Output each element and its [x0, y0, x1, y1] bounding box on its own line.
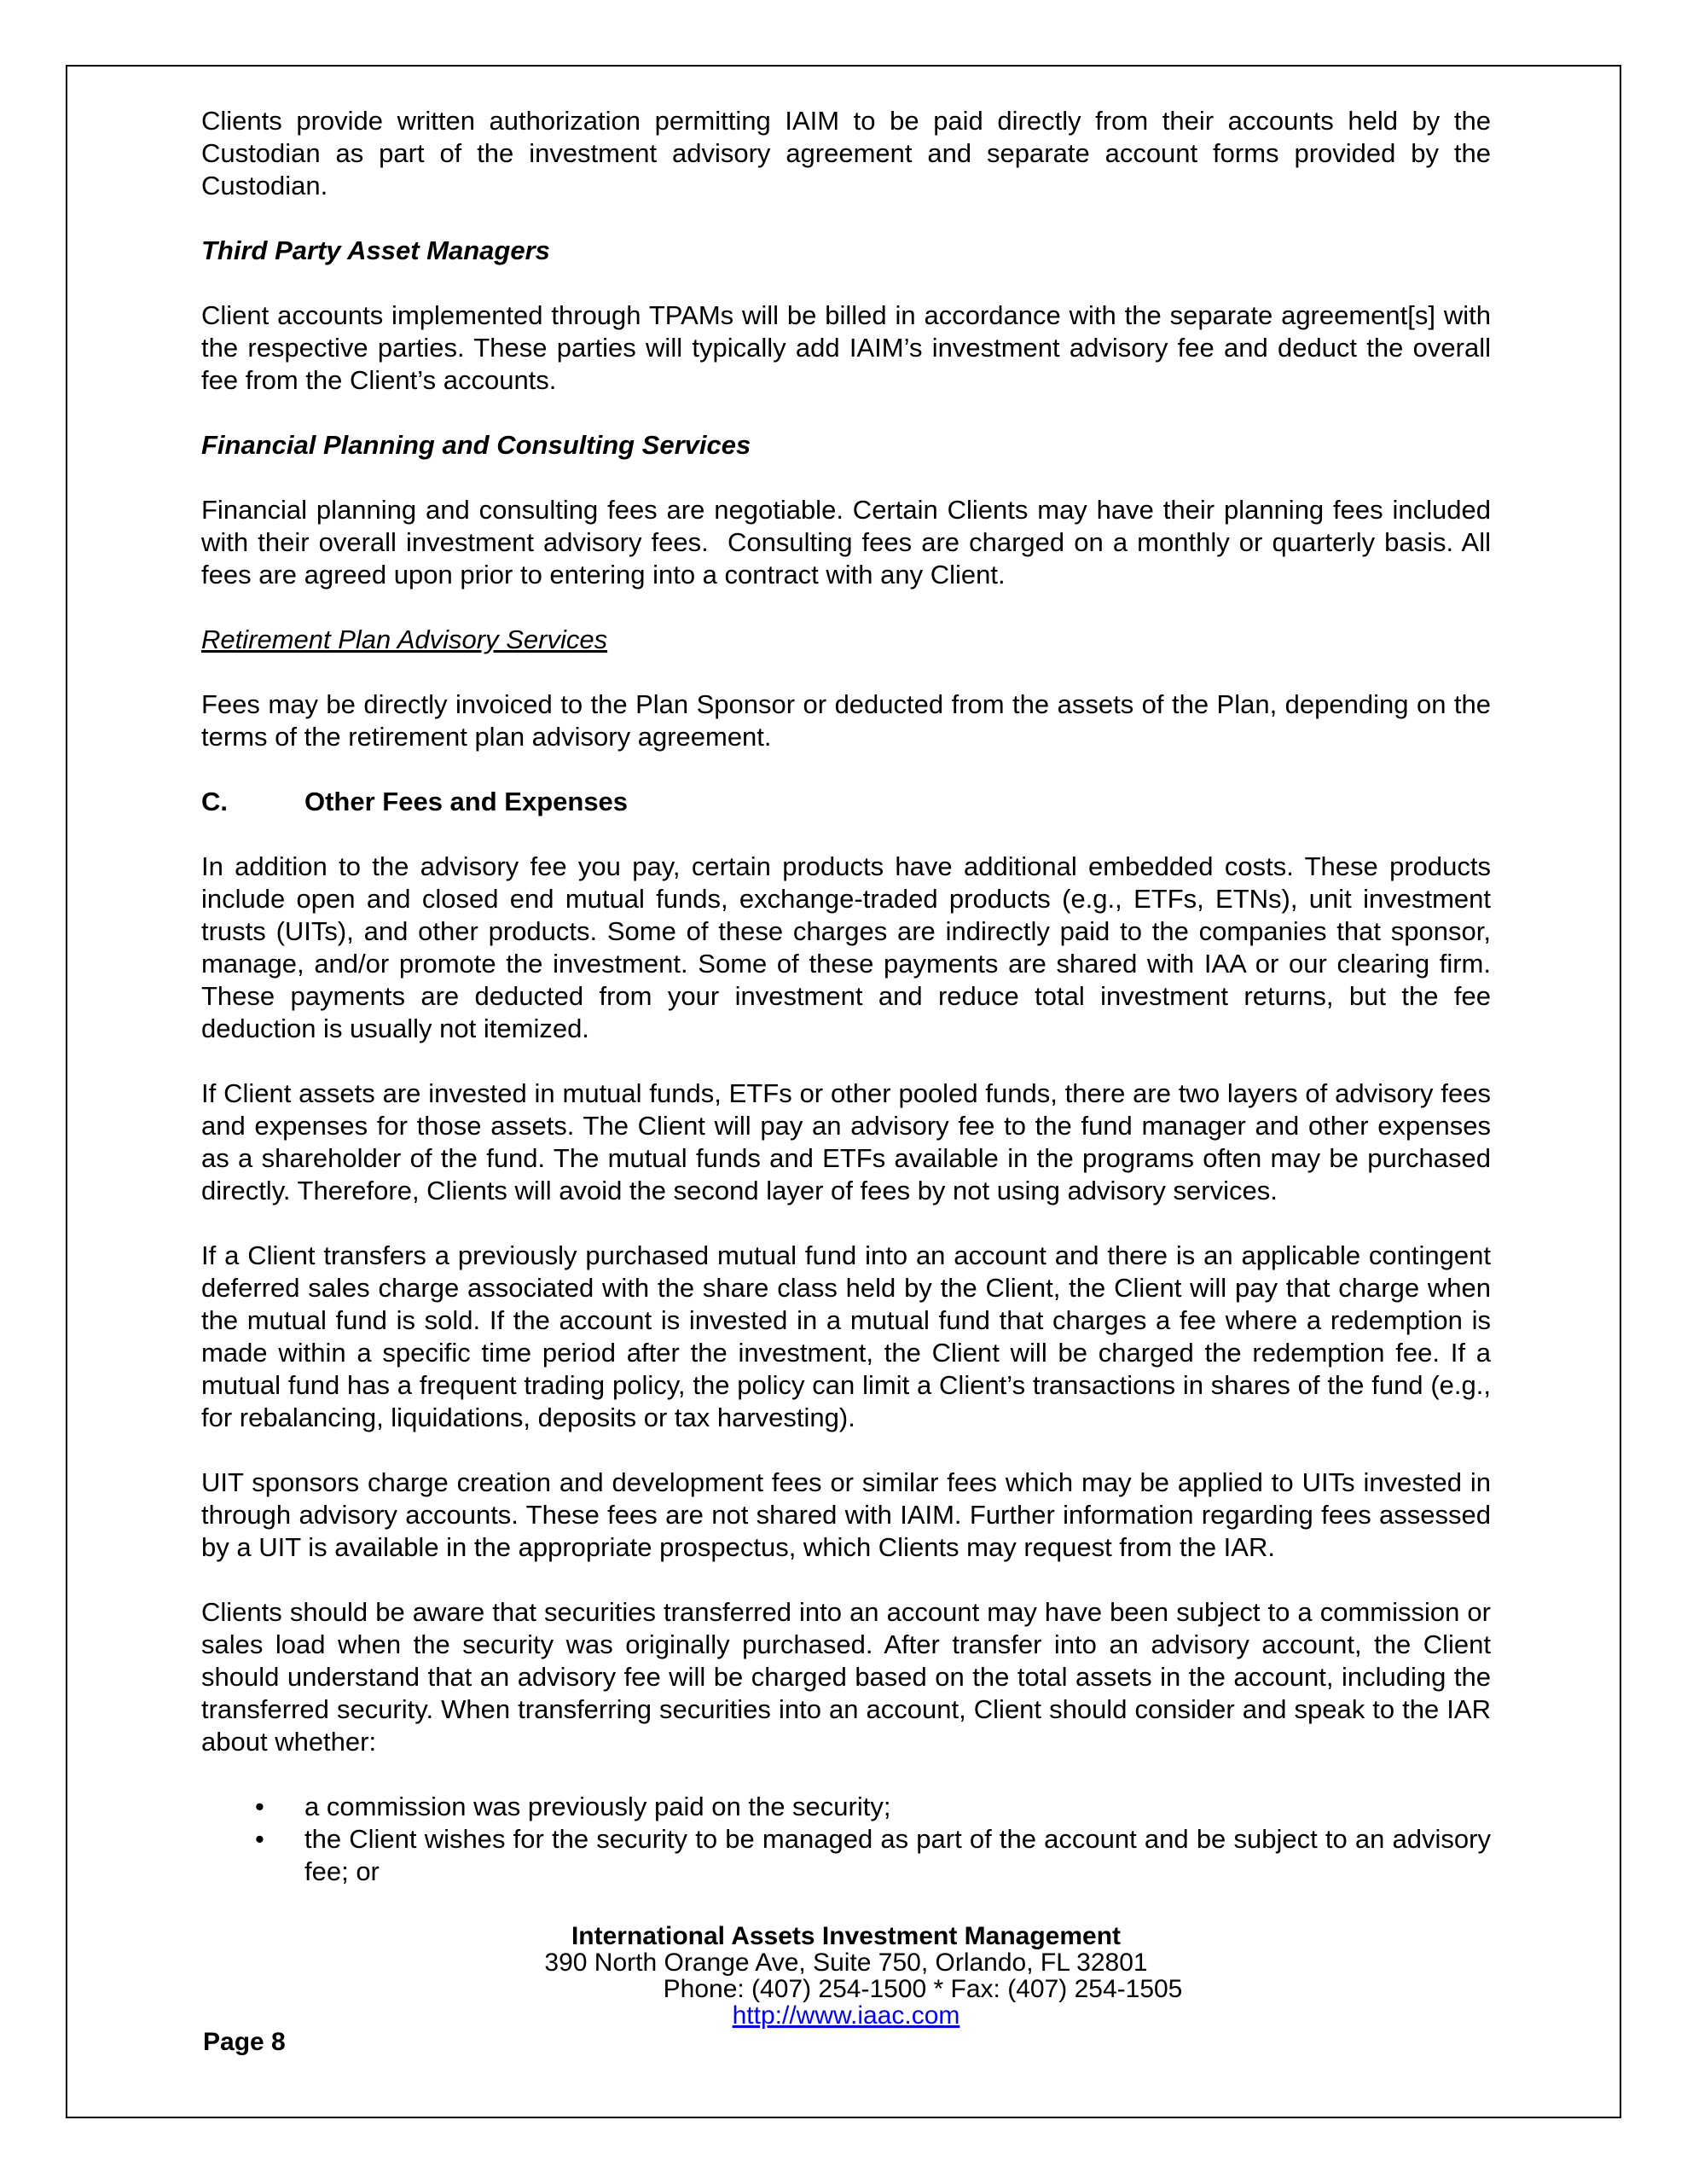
bullet-icon: • — [255, 1824, 264, 1854]
page-number: Page 8 — [203, 2028, 286, 2056]
paragraph-securities-transferred: Clients should be aware that securities transferred into an account may have been subject to a commission or sales load when the security was originally purchased. After transfer into an advisory account, the Client should understand that an advisory fee will be charged based on the total assets in the account, including the transferred security. When transferring securities into an account, Client should consider and speak to the IAR about whether: — [201, 1597, 1491, 1757]
paragraph-mutual-fund-transfers: If a Client transfers a previously purchased mutual fund into an account and there is an applicable contingent deferred sales charge associated with the share class held by the Client, the Client will pay that charge when the mutual fund is sold. If the account is invested in a mutual fund that charges a fee where a redemption is made within a specific time period after the investment, the Client will be charged the redemption fee. If a mutual fund has a frequent trading policy, the policy can limit a Client’s transactions in shares of the fund (e.g., for rebalancing, liquidations, deposits or tax harvesting). — [201, 1240, 1491, 1432]
page-border — [66, 65, 1621, 2118]
heading-section-letter: C. — [201, 787, 228, 816]
footer-address: 390 North Orange Ave, Suite 750, Orlando, FL 32801 — [544, 1949, 1148, 1977]
paragraph-uit-fees: UIT sponsors charge creation and development fees or similar fees which may be applied to UITs invested in through advisory accounts. These fees are not shared with IAIM. Further information regarding fees assessed by a UIT is available in the appropriate prospectus, which Clients may request from the IAR. — [201, 1467, 1491, 1562]
list-item — [201, 1823, 1491, 1888]
paragraph-embedded-costs: In addition to the advisory fee you pay, certain products have additional embedded costs. These products include open and closed end mutual funds, exchange-traded products (e.g., ETFs, ETNs), unit investment trusts (UITs), and other products. Some of these charges are indirectly paid to the companies that sponsor, manage, and/or promote the investment. Some of these payments are shared with IAA or our clearing firm. These payments are deducted from your investment and reduce total investment returns, but the fee deduction is usually not itemized. — [201, 851, 1491, 1043]
bullet-item-text: a commission was previously paid on the security; — [304, 1792, 891, 1821]
list-item — [201, 1791, 1491, 1823]
heading-retirement-plan-advisory-services — [201, 624, 1491, 656]
website-link[interactable]: http://www.iaac.com — [732, 2001, 960, 2030]
bullet-icon: • — [255, 1792, 264, 1821]
footer-company-name: International Assets Investment Management — [571, 1922, 1122, 1950]
footer-phone-fax: Phone: (407) 254-1500 * Fax: (407) 254-1505 — [663, 1975, 1183, 2003]
paragraph-tpam-billing: Client accounts implemented through TPAMs will be billed in accordance with the separate agreement[s] with the respective parties. These parties will typically add IAIM’s investment advisory fee and deduct the overall fee from the Client’s accounts. — [201, 300, 1491, 395]
heading-financial-planning-services: Financial Planning and Consulting Services — [201, 430, 751, 460]
paragraph-financial-planning-fees: Financial planning and consulting fees are negotiable. Certain Clients may have their planning fees included with their overall investment advisory fees. Consulting fees are charged on a monthly or quarterly basis. All fees are agreed upon prior to entering into a contract with any Client. — [201, 495, 1491, 590]
heading-other-fees-and-expenses — [201, 786, 1491, 818]
paragraph-custodian-authorization: Clients provide written authorization permitting IAIM to be paid directly from their accounts held by the Custodian as part of the investment advisory agreement and separate account forms provided by the Custodian. — [201, 106, 1491, 200]
heading-retirement-plan-text: Retirement Plan Advisory Services — [201, 624, 608, 654]
bullet-item-text: the Client wishes for the security to be managed as part of the account and be subject to an advisory fee; or — [304, 1824, 1491, 1886]
paragraph-two-layers-of-fees: If Client assets are invested in mutual funds, ETFs or other pooled funds, there are two layers of advisory fees and expenses for those assets. The Client will pay an advisory fee to the fund manager and other expenses as a shareholder of the fund. The mutual funds and ETFs available in the programs often may be purchased directly. Therefore, Clients will avoid the second layer of fees by not using advisory services. — [201, 1078, 1491, 1205]
page-footer — [203, 1923, 1489, 2055]
footer-website-line — [203, 2002, 1489, 2029]
consideration-bullet-list — [201, 1791, 1491, 1888]
paragraph-retirement-plan-fees: Fees may be directly invoiced to the Plan Sponsor or deducted from the assets of the Plan, depending on the terms of the retirement plan advisory agreement. — [201, 689, 1491, 752]
heading-third-party-asset-managers: Third Party Asset Managers — [201, 235, 550, 265]
document-content — [67, 67, 1620, 2117]
heading-other-fees-text: Other Fees and Expenses — [304, 787, 629, 816]
